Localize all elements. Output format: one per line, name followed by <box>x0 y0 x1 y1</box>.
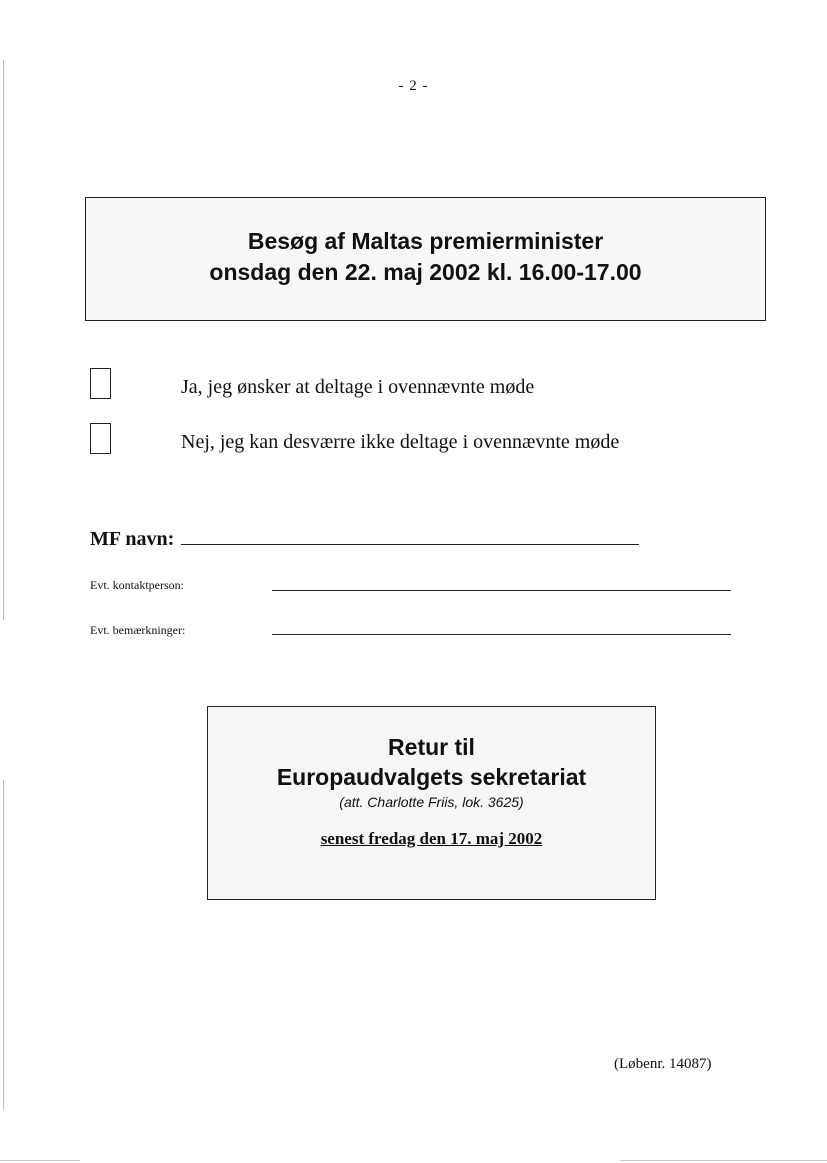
option-attend <box>90 368 790 408</box>
mf-name-field[interactable] <box>181 544 639 545</box>
contact-person-field[interactable] <box>272 590 731 591</box>
return-attention: (att. Charlotte Friis, lok. 3625) <box>339 794 524 810</box>
return-title: Retur til <box>388 734 475 760</box>
remarks-field[interactable] <box>272 634 731 635</box>
meeting-title-box <box>85 197 766 321</box>
meeting-datetime: onsdag den 22. maj 2002 kl. 16.00-17.00 <box>209 259 642 285</box>
return-box <box>207 706 656 900</box>
scan-bottom-rule <box>0 1160 80 1161</box>
contact-person-label: Evt. kontaktperson: <box>90 578 184 592</box>
scan-bottom-rule <box>620 1160 827 1161</box>
reference-number: (Løbenr. 14087) <box>614 1056 712 1072</box>
scan-margin-line <box>3 60 4 620</box>
decline-label: Nej, jeg kan desværre ikke deltage i ovennævnte møde <box>181 431 620 453</box>
remarks-label: Evt. bemærkninger: <box>90 623 186 637</box>
scan-margin-line <box>3 780 4 1110</box>
page-number: - 2 - <box>398 78 429 94</box>
option-decline <box>90 423 790 463</box>
attend-checkbox[interactable] <box>90 368 111 399</box>
return-deadline: senest fredag den 17. maj 2002 <box>320 829 543 848</box>
return-recipient: Europaudvalgets sekretariat <box>276 764 587 790</box>
decline-checkbox[interactable] <box>90 423 111 454</box>
attend-label: Ja, jeg ønsker at deltage i ovennævnte møde <box>181 376 535 398</box>
meeting-title: Besøg af Maltas premierminister <box>247 228 604 254</box>
mf-name-label: MF navn: <box>90 528 175 550</box>
